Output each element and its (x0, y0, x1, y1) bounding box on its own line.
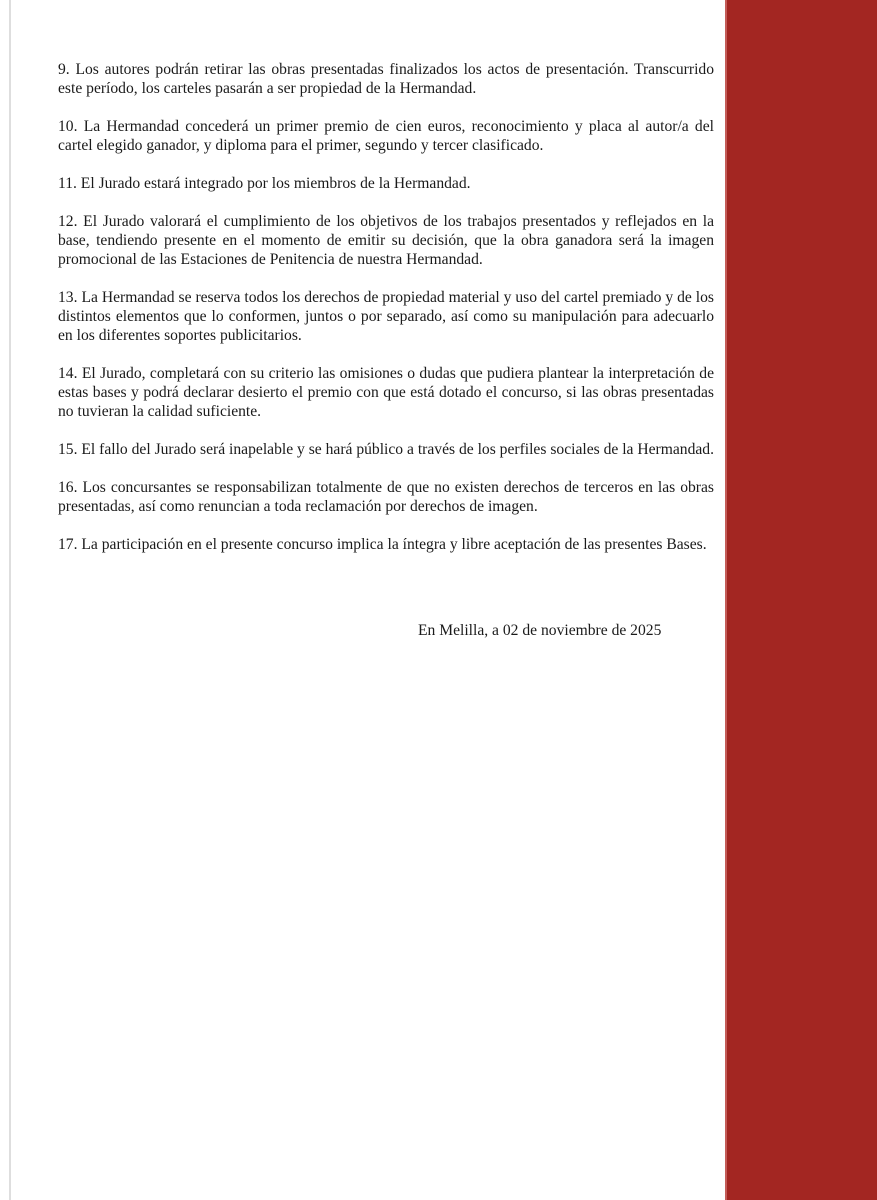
page-left-edge (9, 0, 11, 1200)
clause-12: 12. El Jurado valorará el cumplimiento de los objetivos de los trabajos presentados y reflejados en la base, tendiendo presente en el momento de emitir su decisión, que la obra ganadora será la imagen promocional de las Estaciones de Penitencia de nuestra Hermandad. (58, 213, 714, 268)
clause-9: 9. Los autores podrán retirar las obras presentadas finalizados los actos de presentación. Transcurrido este período, los carteles pasarán a ser propiedad de la Hermandad. (58, 61, 714, 97)
place-date-signature: En Melilla, a 02 de noviembre de 2025 (418, 622, 662, 639)
clause-15: 15. El fallo del Jurado será inapelable y se hará público a través de los perfiles sociales de la Hermandad. (58, 441, 714, 458)
clause-10: 10. La Hermandad concederá un primer premio de cien euros, reconocimiento y placa al autor/a del cartel elegido ganador, y diploma para el primer, segundo y tercer clasificado. (58, 118, 714, 154)
clause-16: 16. Los concursantes se responsabilizan totalmente de que no existen derechos de terceros en las obras presentadas, así como renuncian a toda reclamación por derechos de imagen. (58, 479, 714, 515)
clause-14: 14. El Jurado, completará con su criterio las omisiones o dudas que pudiera plantear la interpretación de estas bases y podrá declarar desierto el premio con que está dotado el concurso, si las obras presentadas no tuvieran la calidad suficiente. (58, 365, 714, 420)
clause-13: 13. La Hermandad se reserva todos los derechos de propiedad material y uso del cartel premiado y de los distintos elementos que lo conformen, juntos o por separado, así como su manipulación para adecuarlo en los diferentes soportes publicitarios. (58, 289, 714, 344)
clauses-list (58, 60, 714, 573)
red-side-band (727, 0, 877, 1200)
clause-17: 17. La participación en el presente concurso implica la íntegra y libre aceptación de las presentes Bases. (58, 536, 707, 553)
clause-11: 11. El Jurado estará integrado por los miembros de la Hermandad. (58, 175, 471, 192)
